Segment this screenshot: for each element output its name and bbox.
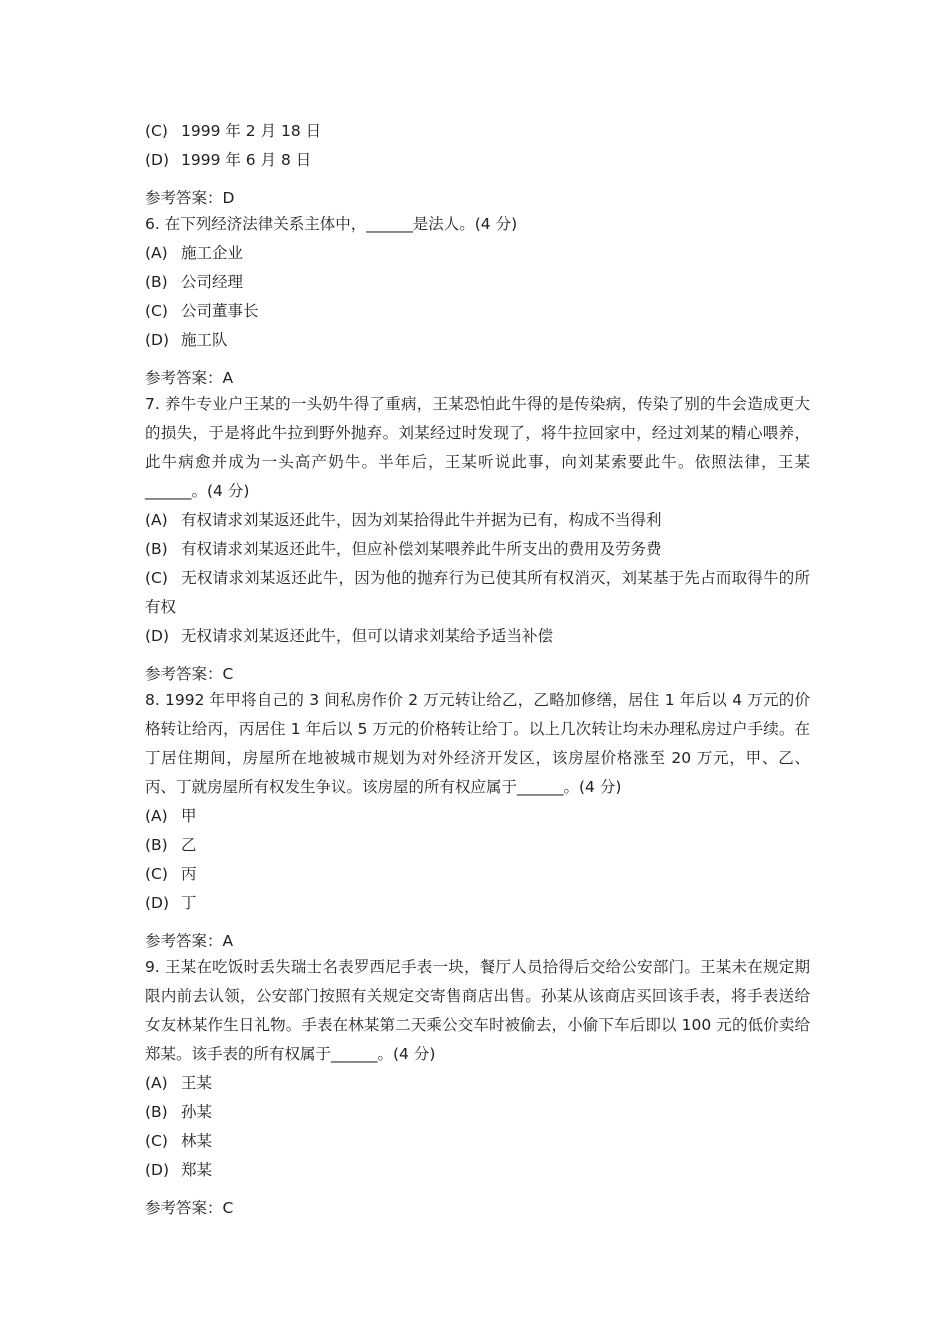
option-text: 乙: [181, 836, 197, 854]
option-c: [145, 1127, 810, 1156]
answer: 参考答案：A: [145, 932, 234, 950]
answer: 参考答案：C: [145, 665, 234, 683]
option-label: (A): [145, 1074, 168, 1092]
option-label: (C): [145, 1132, 168, 1150]
option-c: [145, 564, 810, 622]
option-label: (A): [145, 244, 168, 262]
option-text: 1999 年 2 月 18 日: [181, 122, 322, 140]
option-text: 甲: [181, 807, 197, 825]
option-label: (B): [145, 273, 168, 291]
question-6: [145, 210, 810, 239]
question-8: [145, 686, 810, 802]
option-label: (D): [145, 627, 170, 645]
question-stem: 王某在吃饭时丢失瑞士名表罗西尼手表一块，餐厅人员拾得后交给公安部门。王某未在规定期限内前去认领，公安部门按照有关规定交寄售商店出售。孙某从该商店买回该手表，将手表送给女友林某作生日礼物。手表在林某第二天乘公交车时被偷去，小偷下车后即以 100 元的低价卖给郑某。该手表的所有权属于______。(4 分): [145, 958, 810, 1063]
option-b: [145, 535, 810, 564]
question-9: [145, 953, 810, 1069]
option-d: [145, 1156, 810, 1185]
option-text: 公司经理: [181, 273, 244, 291]
option-label: (B): [145, 540, 168, 558]
option-label: (C): [145, 122, 168, 140]
option-b: [145, 268, 810, 297]
option-label: (D): [145, 151, 170, 169]
option-text: 施工队: [181, 331, 228, 349]
option-text: 无权请求刘某返还此牛，因为他的抛弃行为已使其所有权消灭，刘某基于先占而取得牛的所有权: [145, 569, 810, 616]
option-label: (B): [145, 836, 168, 854]
question-stem: 1992 年甲将自己的 3 间私房作价 2 万元转让给乙，乙略加修缮，居住 1 年后以 4 万元的价格转让给丙，丙居住 1 年后以 5 万元的价格转让给丁。以上几次转让均未办理私房过户手续。在丁居住期间，房屋所在地被城市规划为对外经济开发区，该房屋价格涨至 20 万元，甲、乙、丙、丁就房屋所有权发生争议。该房屋的所有权应属于______。(4 分): [145, 691, 810, 796]
question-7: [145, 390, 810, 506]
option-label: (D): [145, 894, 170, 912]
option-a: [145, 239, 810, 268]
question-number: 7.: [145, 395, 160, 413]
option-text: 孙某: [181, 1103, 213, 1121]
option-label: (A): [145, 807, 168, 825]
question-number: 9.: [145, 958, 160, 976]
option-label: (B): [145, 1103, 168, 1121]
option-label: (C): [145, 302, 168, 320]
option-d: [145, 326, 810, 355]
option-a: [145, 506, 810, 535]
option-text: 公司董事长: [181, 302, 259, 320]
option-a: [145, 1069, 810, 1098]
option-c: [145, 297, 810, 326]
option-d: [145, 146, 810, 175]
question-stem: 养牛专业户王某的一头奶牛得了重病，王某恐怕此牛得的是传染病，传染了别的牛会造成更大的损失，于是将此牛拉到野外抛弃。刘某经过时发现了，将牛拉回家中，经过刘某的精心喂养，此牛病愈并成为一头高产奶牛。半年后，王某听说此事，向刘某索要此牛。依照法律，王某______。(4 分): [145, 395, 810, 500]
option-text: 有权请求刘某返还此牛，但应补偿刘某喂养此牛所支出的费用及劳务费: [181, 540, 662, 558]
option-label: (D): [145, 331, 170, 349]
answer: 参考答案：C: [145, 1199, 234, 1217]
option-d: [145, 889, 810, 918]
question-number: 6.: [145, 215, 160, 233]
option-a: [145, 802, 810, 831]
option-text: 有权请求刘某返还此牛，因为刘某拾得此牛并据为已有，构成不当得利: [181, 511, 662, 529]
answer: 参考答案：D: [145, 189, 235, 207]
option-text: 施工企业: [181, 244, 244, 262]
option-text: 林某: [181, 1132, 213, 1150]
answer: 参考答案：A: [145, 369, 234, 387]
option-c: [145, 117, 810, 146]
question-stem: 在下列经济法律关系主体中，______是法人。(4 分): [164, 215, 518, 233]
option-label: (A): [145, 511, 168, 529]
content: [145, 117, 810, 1220]
option-b: [145, 831, 810, 860]
option-label: (C): [145, 865, 168, 883]
option-text: 王某: [181, 1074, 213, 1092]
option-b: [145, 1098, 810, 1127]
option-c: [145, 860, 810, 889]
option-text: 郑某: [181, 1161, 213, 1179]
option-label: (C): [145, 569, 168, 587]
option-d: [145, 622, 810, 651]
option-text: 1999 年 6 月 8 日: [181, 151, 312, 169]
option-text: 丙: [181, 865, 197, 883]
option-text: 无权请求刘某返还此牛，但可以请求刘某给予适当补偿: [181, 627, 554, 645]
option-text: 丁: [181, 894, 197, 912]
option-label: (D): [145, 1161, 170, 1179]
question-number: 8.: [145, 691, 160, 709]
